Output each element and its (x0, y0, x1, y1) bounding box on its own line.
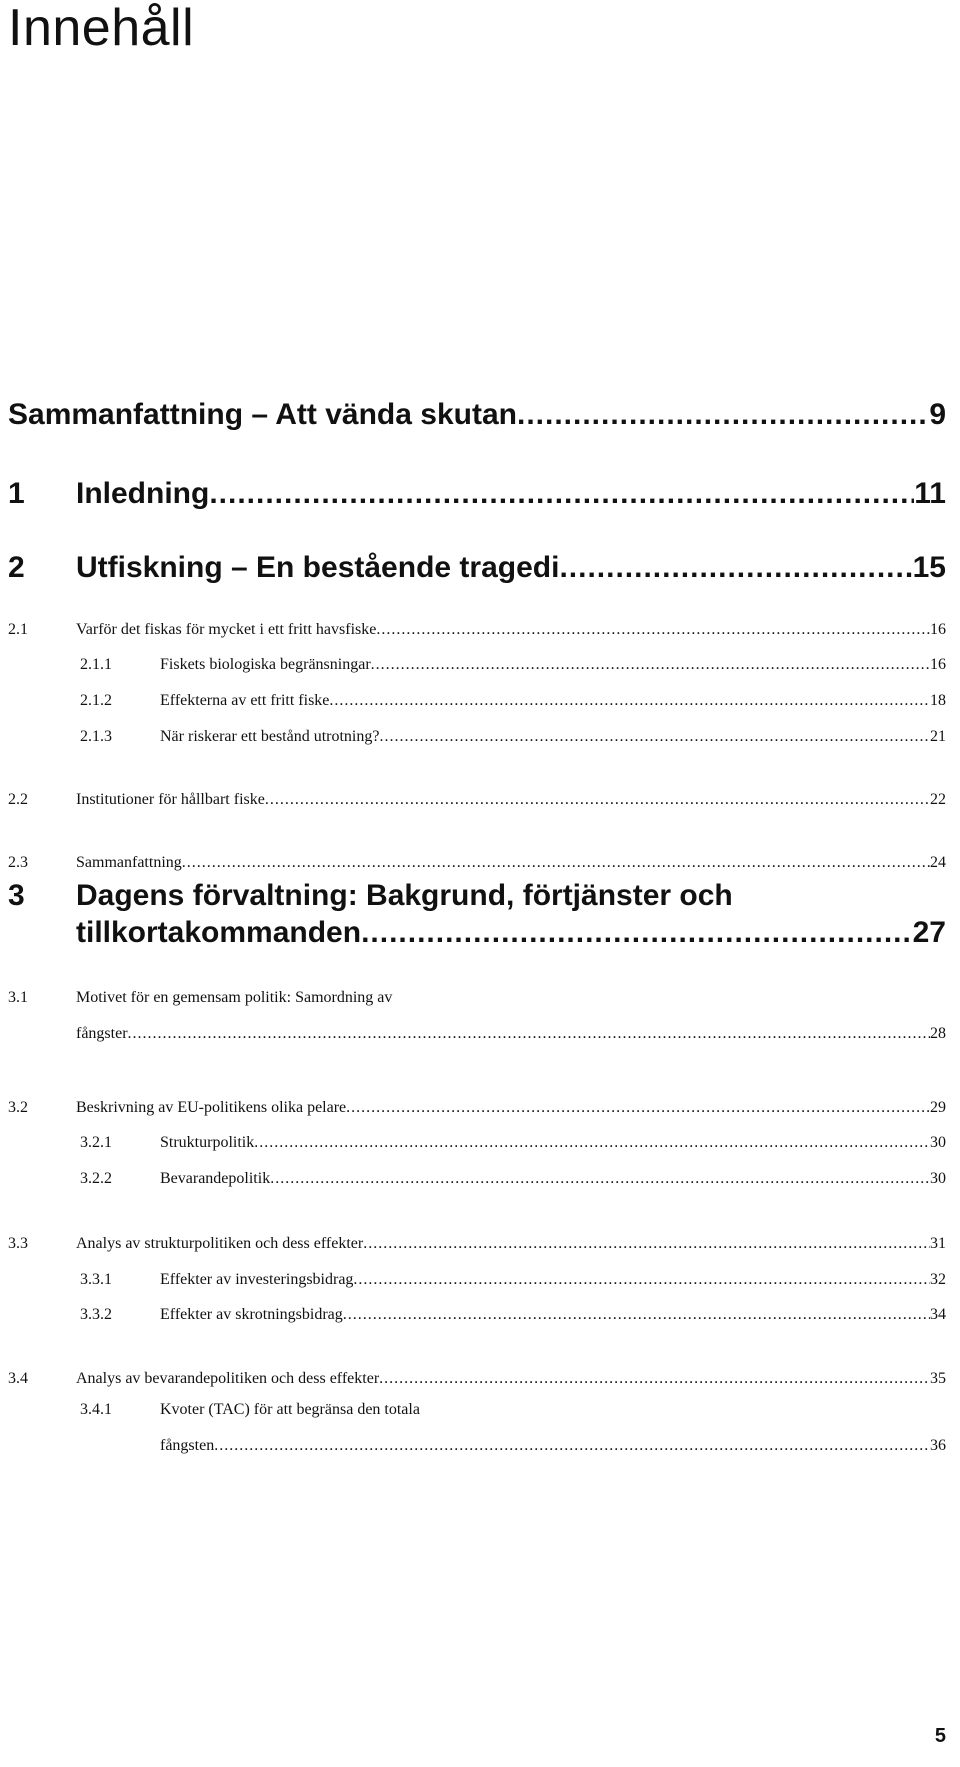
dot-leader (343, 1297, 930, 1333)
toc-entry-title: Sammanfattning – Att vända skutan (8, 398, 517, 431)
toc-entry-title: Bevarandepolitik (160, 1170, 271, 1187)
toc-entry-number: 3.2.2 (80, 1170, 112, 1187)
dot-leader (371, 647, 930, 683)
toc-entry[interactable] (8, 647, 946, 683)
toc-entry-page: 36 (930, 1437, 946, 1454)
toc-entry-page: 31 (930, 1235, 946, 1252)
dot-leader (329, 683, 930, 719)
toc-entry-number: 3.2 (8, 1099, 28, 1116)
dot-leader (353, 1262, 930, 1298)
toc-entry[interactable] (8, 1090, 946, 1126)
toc-entry-title-line1: Kvoter (TAC) för att begränsa den totala (160, 1401, 420, 1418)
toc-entry-page: 35 (930, 1370, 946, 1387)
toc-entry-number: 1 (8, 477, 25, 510)
dot-leader (379, 719, 930, 755)
dot-leader (254, 1125, 930, 1161)
toc-entry-page: 16 (930, 621, 946, 638)
dot-leader (270, 1161, 930, 1197)
toc-entry-page: 32 (930, 1271, 946, 1288)
toc-entry-page: 11 (914, 477, 946, 510)
toc-entry-number: 2.1.3 (80, 728, 112, 745)
toc-entry-page: 34 (930, 1306, 946, 1323)
toc-entry-title: Beskrivning av EU-politikens olika pelare (76, 1099, 347, 1116)
toc-entry-title: När riskerar ett bestånd utrotning? (160, 728, 380, 745)
toc-entry-number: 3.2.1 (80, 1134, 112, 1151)
toc-entry[interactable] (8, 549, 946, 586)
toc-entry-page: 30 (930, 1134, 946, 1151)
toc-entry-title: tillkortakommanden (76, 916, 362, 949)
dot-leader (363, 1226, 930, 1262)
dot-leader (214, 1428, 930, 1464)
toc-entry-number: 3 (8, 879, 25, 912)
dot-leader (376, 612, 930, 648)
toc-entry-number: 2.1 (8, 621, 28, 638)
toc-entry-page: 29 (930, 1099, 946, 1116)
toc-entry-title: Institutioner för hållbart fiske (76, 791, 265, 808)
toc-entry-title: Inledning (76, 477, 210, 510)
toc-entry-number: 2.2 (8, 791, 28, 808)
toc-entry-page: 16 (930, 656, 946, 673)
toc-entry-page: 28 (930, 1025, 946, 1042)
toc-entry-title: Varför det fiskas för mycket i ett fritt havsfiske (76, 621, 377, 638)
toc-entry-title: Fiskets biologiska begränsningar (160, 656, 371, 673)
toc-entry-page: 15 (912, 551, 946, 584)
toc-entry[interactable] (8, 1125, 946, 1161)
toc-entry[interactable] (8, 980, 946, 1052)
page-title: Innehåll (8, 0, 195, 57)
toc-entry[interactable] (8, 1297, 946, 1333)
page-number: 5 (934, 1725, 946, 1747)
toc-entry-title: Effekter av skrotningsbidrag (160, 1306, 343, 1323)
dot-leader (517, 396, 929, 433)
toc-entry-title: Sammanfattning (76, 854, 182, 871)
toc-entry-number: 2 (8, 551, 25, 584)
toc-entry-page: 21 (930, 728, 946, 745)
dot-leader (559, 549, 912, 586)
dot-leader (128, 1016, 930, 1052)
toc-entry[interactable] (8, 683, 946, 719)
toc-entry-page: 27 (912, 916, 946, 949)
toc-entry-title: Effekter av investeringsbidrag (160, 1271, 354, 1288)
toc-entry-title: fångsten (160, 1437, 215, 1454)
toc-entry[interactable] (8, 877, 946, 951)
toc-entry[interactable] (8, 1262, 946, 1298)
toc-entry-title: fångster (76, 1025, 128, 1042)
dot-leader (265, 782, 930, 818)
dot-leader (346, 1090, 930, 1126)
toc-entry-title: Analys av strukturpolitiken och dess effekter (76, 1235, 364, 1252)
toc-entry[interactable] (8, 1392, 946, 1464)
toc-entry-title-line1: Dagens förvaltning: Bakgrund, förtjänster och (76, 879, 733, 912)
toc-entry-number: 3.3 (8, 1235, 28, 1252)
toc-entry[interactable] (8, 782, 946, 818)
toc-entry-title-line1: Motivet för en gemensam politik: Samordning av (76, 989, 393, 1006)
toc-entry[interactable] (8, 1226, 946, 1262)
toc-entry-number: 3.3.2 (80, 1306, 112, 1323)
toc-entry-number: 3.3.1 (80, 1271, 112, 1288)
dot-leader (209, 475, 914, 512)
toc-entry[interactable] (8, 719, 946, 755)
toc-entry[interactable] (8, 475, 946, 512)
toc-entry-number: 2.1.1 (80, 656, 112, 673)
toc-entry-number: 2.1.2 (80, 692, 112, 709)
toc-entry-title: Strukturpolitik (160, 1134, 255, 1151)
toc-entry-number: 2.3 (8, 854, 28, 871)
toc-entry[interactable] (8, 612, 946, 648)
toc-entry-page: 22 (930, 791, 946, 808)
toc-entry-number: 3.4 (8, 1370, 28, 1387)
toc-entry-title: Analys av bevarandepolitiken och dess effekter (76, 1370, 380, 1387)
toc-entry[interactable] (8, 1161, 946, 1197)
dot-leader (361, 914, 913, 951)
toc-entry[interactable] (8, 396, 946, 433)
toc-entry-page: 30 (930, 1170, 946, 1187)
toc-entry-title: Effekterna av ett fritt fiske (160, 692, 330, 709)
toc-entry-title: Utfiskning – En bestående tragedi (76, 551, 560, 584)
toc-entry-page: 24 (930, 854, 946, 871)
toc-entry-page: 9 (929, 398, 946, 431)
toc-entry-page: 18 (930, 692, 946, 709)
dot-leader (182, 845, 930, 881)
toc-entry[interactable] (8, 845, 946, 881)
toc-entry-number: 3.1 (8, 989, 28, 1006)
toc-entry-number: 3.4.1 (80, 1401, 112, 1418)
